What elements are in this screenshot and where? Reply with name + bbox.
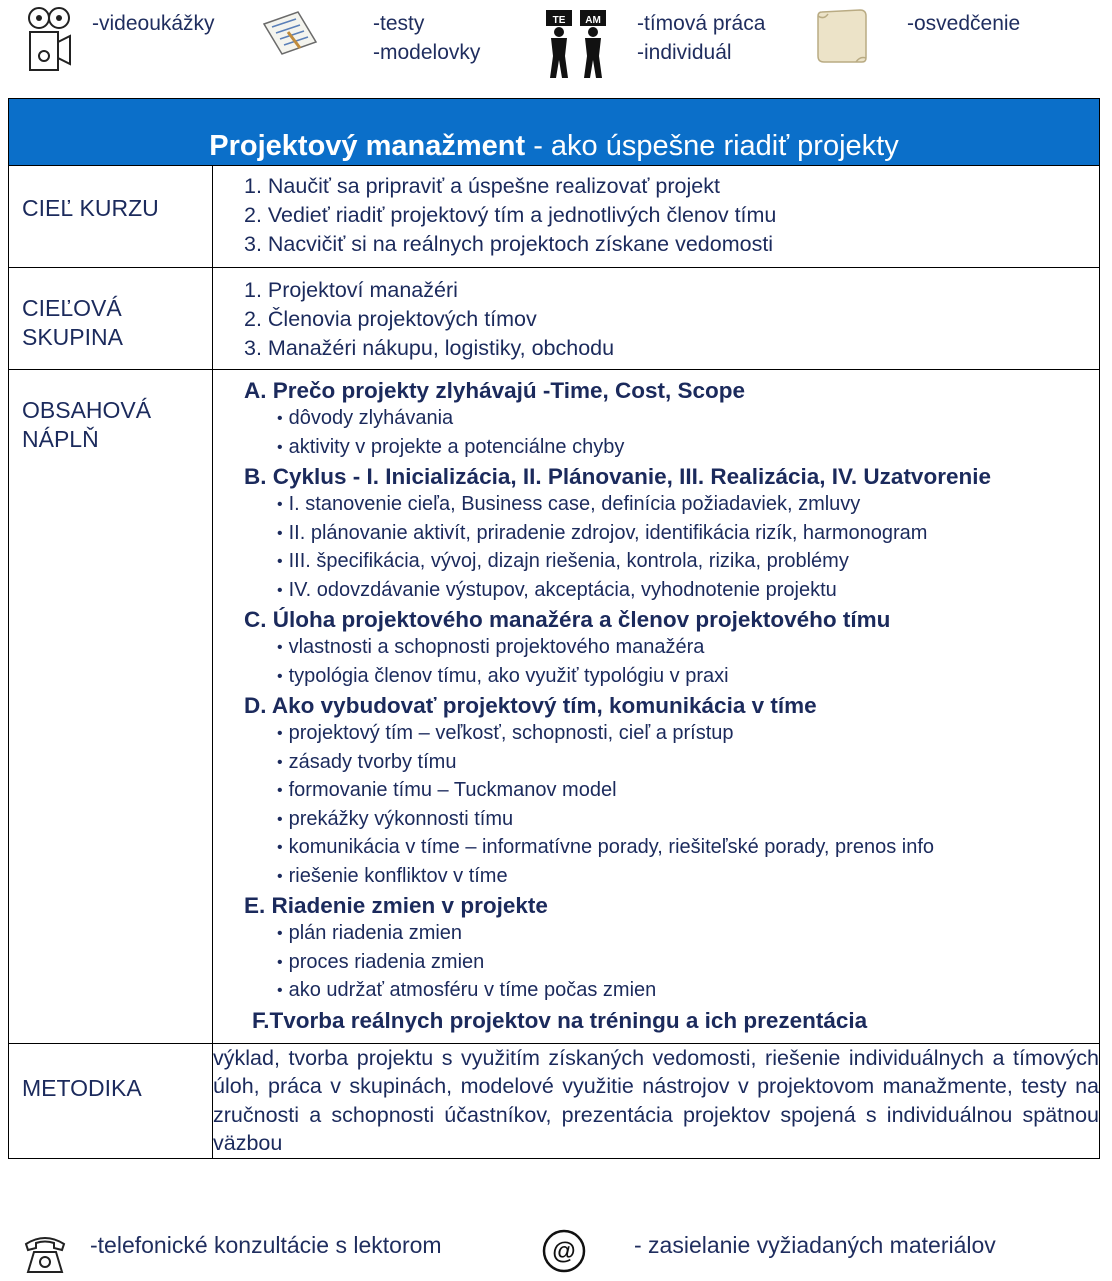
goal-content	[213, 166, 1100, 268]
bottom-legend	[0, 1220, 1112, 1280]
goal-row	[9, 166, 1100, 268]
method-label: METODIKA	[9, 1043, 213, 1158]
section-bullet: • plán riadenia zmien	[244, 920, 1099, 949]
section-bullet: • II. plánovanie aktivít, priradenie zdrojov, identifikácia rizík, harmonogram	[244, 520, 1099, 549]
section-heading: E. Riadenie zmien v projekte	[244, 893, 548, 918]
section-bullet: • typológia členov tímu, ako využiť typológiu v praxi	[244, 663, 1099, 692]
method-row	[9, 1043, 1100, 1158]
section-bullet: • formovanie tímu – Tuckmanov model	[244, 777, 1099, 806]
film-camera-icon	[26, 6, 72, 77]
section-final-heading: F.Tvorba reálnych projektov na tréningu a ich prezentácia	[252, 1007, 868, 1033]
svg-text:TE: TE	[552, 15, 566, 26]
section-bullet: • IV. odovzdávanie výstupov, akceptácia, vyhodnotenie projektu	[244, 577, 1099, 606]
svg-text:@: @	[552, 1238, 576, 1265]
content-row	[9, 370, 1100, 1044]
section-heading: D. Ako vybudovať projektový tím, komunikácia v tíme	[244, 693, 817, 718]
videos-label: -videoukážky	[92, 12, 215, 35]
section-bullet: • I. stanovenie cieľa, Business case, definícia požiadaviek, zmluvy	[244, 491, 1099, 520]
section-heading: C. Úloha projektového manažéra a členov projektového tímu	[244, 607, 891, 632]
telephone-icon	[22, 1230, 68, 1281]
content-label: OBSAHOVÁ NÁPLŇ	[9, 370, 213, 1044]
section-bullet: • dôvody zlyhávania	[244, 405, 1099, 434]
target-item: 1. Projektoví manažéri	[244, 278, 458, 302]
goal-item: 1. Naučiť sa pripraviť a úspešne realizovať projekt	[244, 174, 720, 198]
top-legend	[0, 0, 1112, 90]
target-item: 3. Manažéri nákupu, logistiky, obchodu	[244, 336, 615, 360]
phone-consult-label: -telefonické konzultácie s lektorom	[90, 1232, 442, 1258]
individual-label: -individuál	[637, 41, 732, 64]
section-bullet: • III. špecifikácia, vývoj, dizajn riešenia, kontrola, rizika, problémy	[244, 548, 1099, 577]
target-content	[213, 268, 1100, 370]
section-bullet: • riešenie konfliktov v tíme	[244, 863, 1099, 892]
team-work-label: -tímová práca	[637, 12, 766, 35]
course-title: Projektový manažment - ako úspešne riadiť projekty	[209, 130, 899, 162]
svg-text:AM: AM	[585, 15, 601, 26]
scroll-icon	[814, 6, 870, 71]
model-tests-label: -modelovky	[373, 41, 481, 64]
at-sign-icon	[541, 1228, 587, 1279]
section-bullet: • zásady tvorby tímu	[244, 749, 1099, 778]
target-label: CIEĽOVÁ SKUPINA	[9, 268, 213, 370]
section-heading: B. Cyklus - I. Inicializácia, II. Plánovanie, III. Realizácia, IV. Uzatvorenie	[244, 464, 991, 489]
method-text: výklad, tvorba projektu s využitím získaných vedomosti, riešenie individuálnych a tímových úloh, práca v skupinách, modelové využitie nástrojov v projektovom manažmente, testy na zručnosti a schopnosti účastníkov, prezentácia projektov spojená s individuálnou spätnou väzbou	[213, 1043, 1100, 1158]
section-bullet: • vlastnosti a schopnosti projektového manažéra	[244, 634, 1099, 663]
section-heading: A. Prečo projekty zlyhávajú -Time, Cost, Scope	[244, 378, 745, 403]
goal-item: 3. Nacvičiť si na reálnych projektoch získane vedomosti	[244, 232, 774, 256]
materials-label: - zasielanie vyžiadaných materiálov	[634, 1232, 996, 1258]
certificate-label: -osvedčenie	[907, 12, 1021, 35]
section-bullet: • aktivity v projekte a potenciálne chyby	[244, 434, 1099, 463]
target-row	[9, 268, 1100, 370]
test-sheet-icon	[262, 10, 318, 61]
tests-label: -testy	[373, 12, 425, 35]
course-header	[9, 99, 1100, 166]
section-bullet: • ako udržať atmosféru v tíme počas zmien	[244, 977, 1099, 1006]
target-item: 2. Členovia projektových tímov	[244, 307, 537, 331]
goal-item: 2. Vedieť riadiť projektový tím a jednotlivých členov tímu	[244, 203, 777, 227]
goal-label: CIEĽ KURZU	[9, 166, 213, 268]
section-bullet: • projektový tím – veľkosť, schopnosti, cieľ a prístup	[244, 720, 1099, 749]
section-bullet: • proces riadenia zmien	[244, 949, 1099, 978]
section-bullet: • komunikácia v tíme – informatívne porady, riešiteľské porady, prenos info	[244, 834, 1099, 863]
course-table	[8, 98, 1100, 1159]
section-bullet: • prekážky výkonnosti tímu	[244, 806, 1099, 835]
content-syllabus	[213, 370, 1100, 1044]
team-figures-icon	[544, 4, 610, 85]
